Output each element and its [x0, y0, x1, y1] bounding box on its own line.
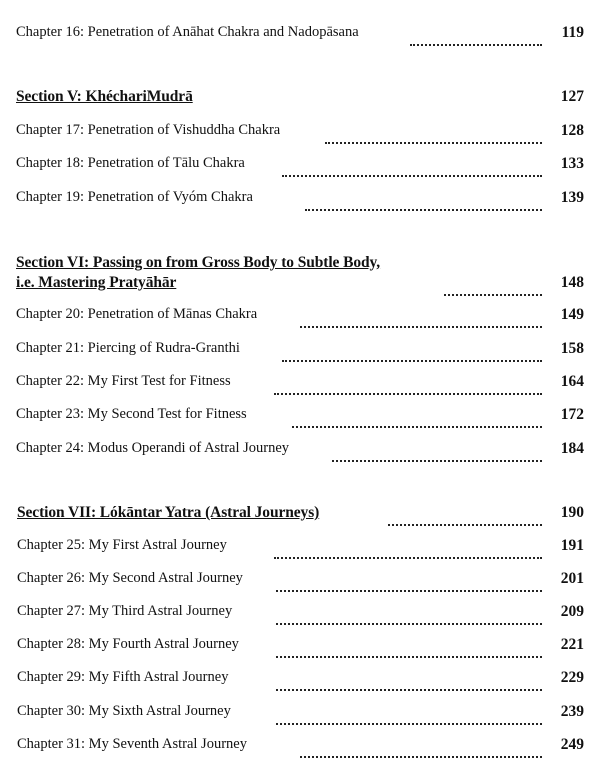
dot-leader	[274, 393, 542, 395]
toc-entry-title: Chapter 31: My Seventh Astral Journey	[17, 736, 247, 752]
dot-leader	[332, 460, 542, 462]
dot-leader	[276, 723, 542, 725]
toc-entry-chapter-19[interactable]	[0, 189, 600, 219]
toc-page-number: 172	[560, 406, 584, 423]
toc-page-number: 190	[560, 504, 584, 521]
toc-entry-title: Chapter 17: Penetration of Vishuddha Chakra	[16, 122, 281, 138]
toc-page-number: 148	[560, 274, 584, 291]
toc-page-number: 239	[560, 703, 584, 720]
toc-entry-chapter-28[interactable]	[0, 636, 600, 666]
toc-entry-title: Chapter 26: My Second Astral Journey	[17, 570, 243, 586]
toc-entry-chapter-30[interactable]	[0, 703, 600, 733]
toc-entry-title: Chapter 21: Piercing of Rudra-Granthi	[16, 340, 240, 356]
dot-leader	[274, 557, 542, 559]
toc-entry-title: Chapter 22: My First Test for Fitness	[16, 373, 231, 389]
toc-entry-chapter-23[interactable]	[0, 406, 600, 436]
toc-entry-chapter-27[interactable]	[0, 603, 600, 633]
toc-entry-title: Chapter 19: Penetration of Vyóm Chakra	[16, 189, 253, 205]
dot-leader	[282, 175, 542, 177]
dot-leader	[305, 209, 542, 211]
toc-entry-chapter-29[interactable]	[0, 669, 600, 699]
toc-entry-chapter-25[interactable]	[0, 537, 600, 567]
toc-entry-chapter-16[interactable]	[0, 24, 600, 54]
toc-entry-title: Chapter 25: My First Astral Journey	[17, 537, 227, 553]
dot-leader	[388, 524, 542, 526]
toc-entry-chapter-21[interactable]	[0, 340, 600, 370]
toc-entry-chapter-18[interactable]	[0, 155, 600, 185]
toc-section-title: Section V: KhéchariMudrā	[16, 88, 193, 105]
dot-leader	[276, 590, 542, 592]
toc-page-number: 119	[561, 24, 584, 41]
toc-entry-section-5[interactable]	[0, 88, 600, 118]
toc-entry-chapter-20[interactable]	[0, 306, 600, 336]
toc-section-title: Section VI: Passing on from Gross Body to Subtle Body,	[16, 254, 381, 271]
dot-leader	[282, 360, 542, 362]
toc-entry-title: Chapter 24: Modus Operandi of Astral Journey	[16, 440, 290, 456]
toc-entry-title: Chapter 30: My Sixth Astral Journey	[17, 703, 231, 719]
dot-leader	[410, 44, 542, 46]
toc-entry-chapter-22[interactable]	[0, 373, 600, 403]
toc-page-number: 164	[560, 373, 584, 390]
dot-leader	[300, 756, 542, 758]
toc-section-title: i.e. Mastering Pratyāhār	[16, 274, 177, 291]
toc-entry-section-6-line-2[interactable]	[0, 274, 600, 304]
toc-page-number: 249	[560, 736, 584, 753]
dot-leader	[444, 294, 542, 296]
toc-section-title: Section VII: Lókāntar Yatra (Astral Journeys)	[17, 504, 320, 521]
dot-leader	[276, 689, 542, 691]
toc-page-number: 149	[560, 306, 584, 323]
dot-leader	[276, 656, 542, 658]
toc-page-number: 139	[560, 189, 584, 206]
toc-entry-title: Chapter 29: My Fifth Astral Journey	[17, 669, 229, 685]
toc-entry-title: Chapter 16: Penetration of Anāhat Chakra and Nadopāsana	[16, 24, 359, 40]
toc-page-number: 128	[560, 122, 584, 139]
toc-entry-chapter-31[interactable]	[0, 736, 600, 766]
toc-entry-chapter-26[interactable]	[0, 570, 600, 600]
toc-page-number: 221	[560, 636, 584, 653]
toc-entry-title: Chapter 20: Penetration of Mānas Chakra	[16, 306, 258, 322]
toc-page-number: 201	[560, 570, 584, 587]
toc-page-number: 184	[560, 440, 584, 457]
toc-entry-section-7[interactable]	[0, 504, 600, 534]
dot-leader	[325, 142, 542, 144]
dot-leader	[292, 426, 542, 428]
toc-page-number: 229	[560, 669, 584, 686]
toc-page-number: 191	[560, 537, 584, 554]
toc-entry-chapter-24[interactable]	[0, 440, 600, 470]
toc-page-number: 133	[560, 155, 584, 172]
toc-page-number: 158	[560, 340, 584, 357]
toc-entry-chapter-17[interactable]	[0, 122, 600, 152]
toc-page-number: 209	[560, 603, 584, 620]
dot-leader	[300, 326, 542, 328]
toc-page-number: 127	[560, 88, 584, 105]
dot-leader	[276, 623, 542, 625]
toc-entry-title: Chapter 18: Penetration of Tālu Chakra	[16, 155, 245, 171]
toc-entry-title: Chapter 27: My Third Astral Journey	[17, 603, 233, 619]
toc-entry-title: Chapter 23: My Second Test for Fitness	[16, 406, 247, 422]
toc-entry-title: Chapter 28: My Fourth Astral Journey	[17, 636, 239, 652]
